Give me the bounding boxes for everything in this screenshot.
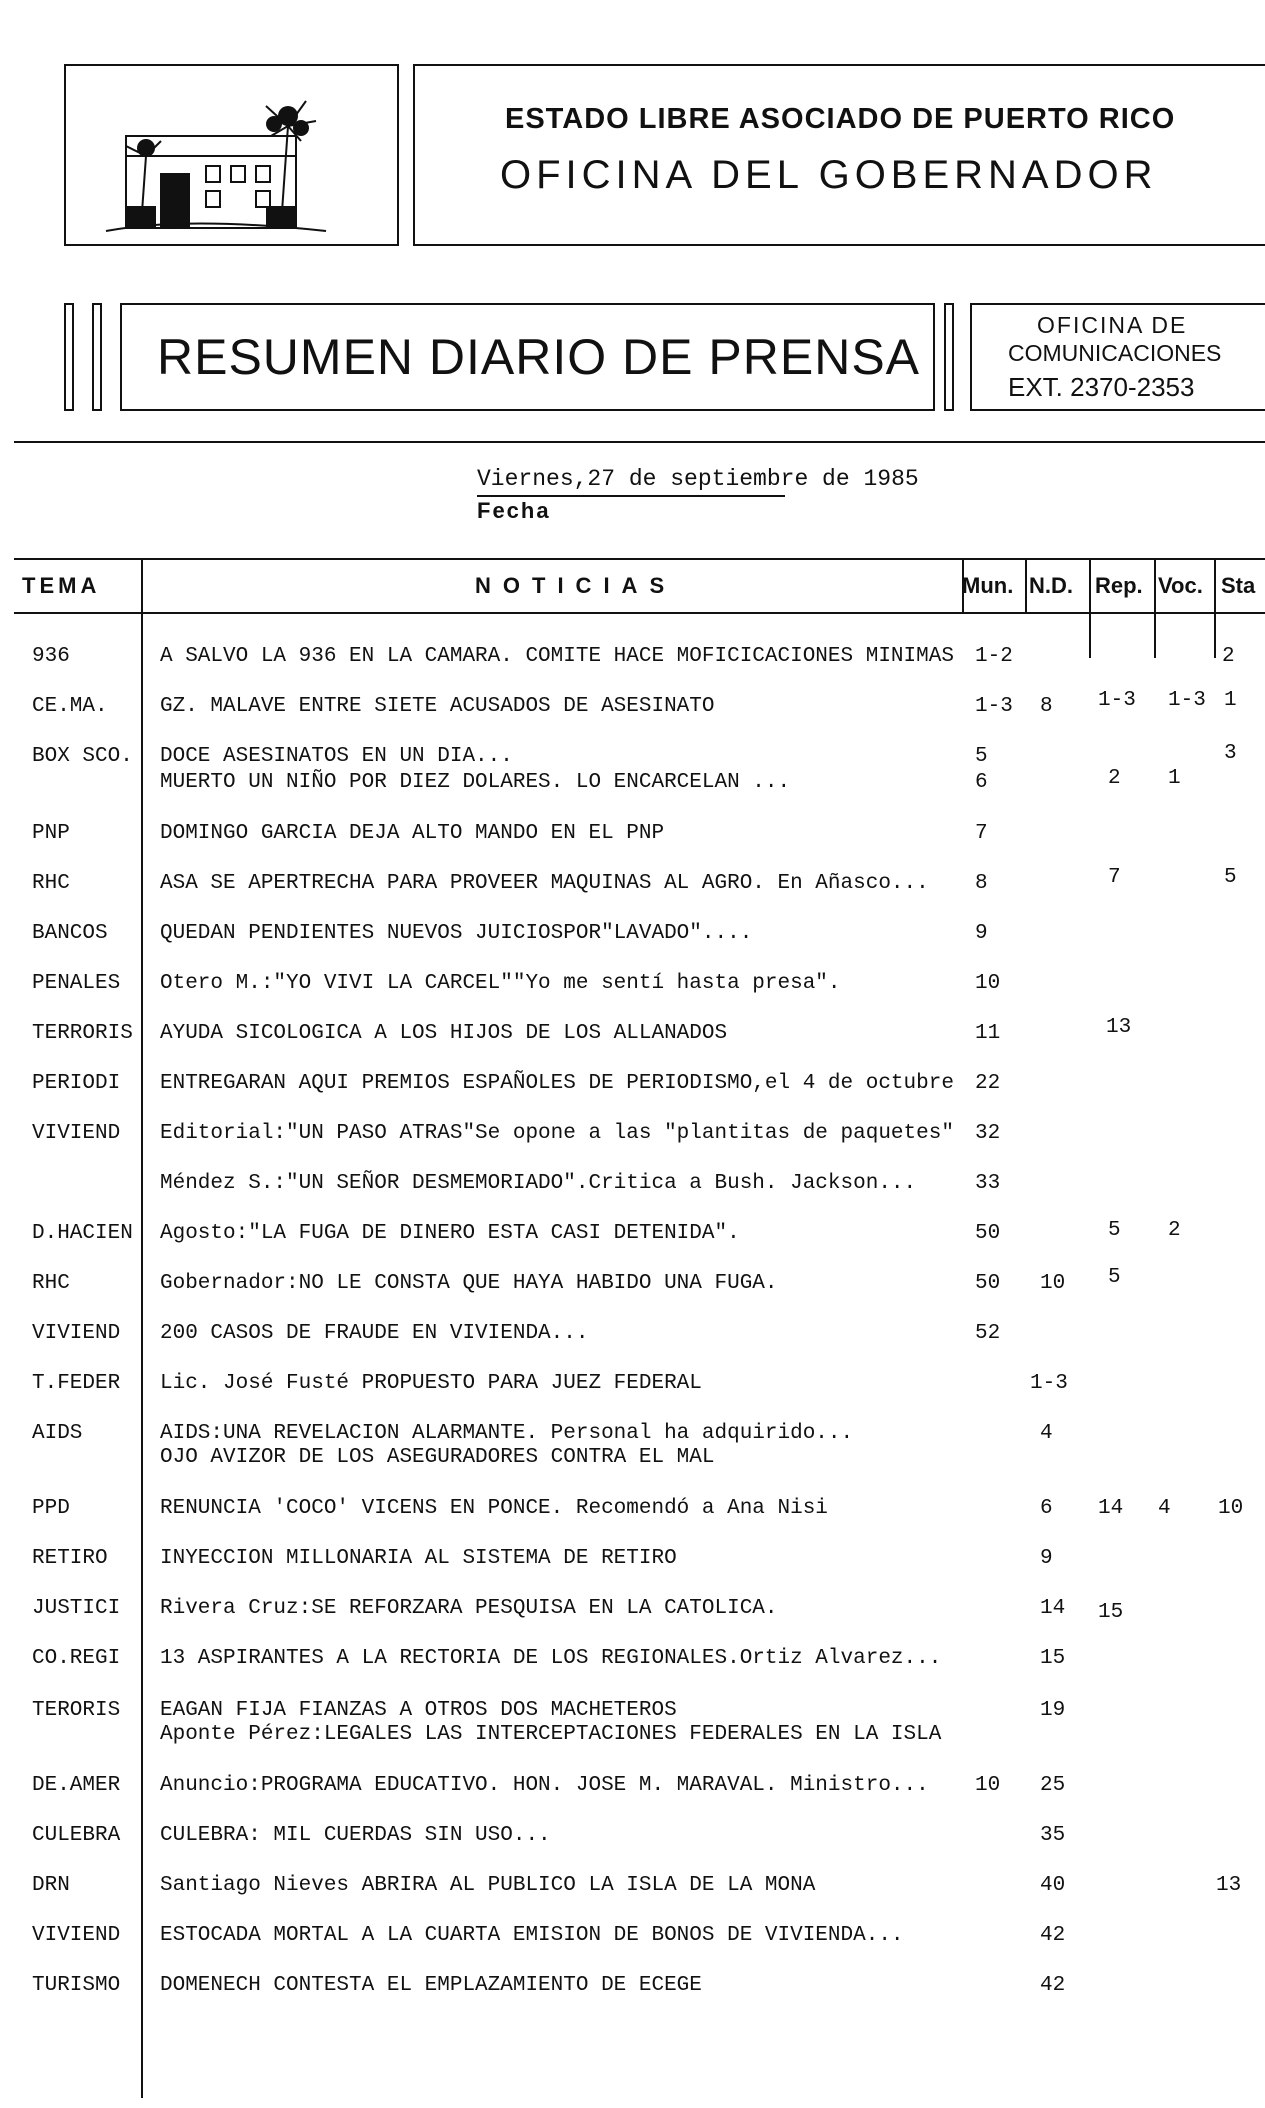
row-headline-2: MUERTO UN NIÑO POR DIEZ DOLARES. LO ENCARCELAN ... [160, 771, 791, 794]
office-name: OFICINA DEL GOBERNADOR [500, 153, 1158, 197]
row-rep: 1-3 [1098, 689, 1136, 712]
row-topic: RHC [32, 872, 70, 895]
row-mun: 10 [975, 1774, 1001, 1797]
row-topic: RETIRO [32, 1547, 108, 1570]
row-headline: ENTREGARAN AQUI PREMIOS ESPAÑOLES DE PERIODISMO,el 4 de octubre [160, 1072, 954, 1095]
column-header-rep: Rep. [1095, 573, 1143, 598]
divider [14, 441, 1265, 443]
row-rep: 15 [1098, 1601, 1124, 1624]
row-nd: 1-3 [1030, 1372, 1068, 1395]
row-voc: 1 [1168, 767, 1181, 790]
row-mun: 32 [975, 1122, 1001, 1145]
row-rep: 2 [1108, 767, 1121, 790]
row-topic: VIVIEND [32, 1322, 121, 1345]
comm-extension: EXT. 2370-2353 [1008, 372, 1195, 402]
row-headline: RENUNCIA 'COCO' VICENS EN PONCE. Recomendó a Ana Nisi [160, 1497, 828, 1520]
column-header-noticias: NOTICIAS [475, 573, 677, 598]
row-rep: 7 [1108, 866, 1121, 889]
row-headline-2: OJO AVIZOR DE LOS ASEGURADORES CONTRA EL MAL [160, 1446, 715, 1469]
row-nd: 42 [1040, 1974, 1066, 1997]
row-headline: QUEDAN PENDIENTES NUEVOS JUICIOSPOR"LAVADO".... [160, 922, 753, 945]
row-nd: 19 [1040, 1699, 1066, 1722]
row-topic: PPD [32, 1497, 70, 1520]
row-nd: 15 [1040, 1647, 1066, 1670]
row-topic: PERIODI [32, 1072, 121, 1095]
table-header-top-rule [14, 558, 1265, 560]
row-topic: TERORIS [32, 1699, 121, 1722]
table-header-bottom-rule [14, 612, 1265, 614]
row-topic: DRN [32, 1874, 70, 1897]
column-divider-nd [1025, 558, 1027, 612]
row-rep: 5 [1108, 1219, 1121, 1242]
row-headline: Agosto:"LA FUGA DE DINERO ESTA CASI DETENIDA". [160, 1222, 740, 1245]
row-mun: 8 [975, 872, 988, 895]
row-star: 2 [1222, 645, 1235, 668]
row-mun: 9 [975, 922, 988, 945]
row-mun: 5 [975, 745, 988, 768]
date-underline [477, 495, 785, 497]
row-headline-2: Aponte Pérez:LEGALES LAS INTERCEPTACIONES FEDERALES EN LA ISLA [160, 1723, 942, 1746]
row-topic: BANCOS [32, 922, 108, 945]
column-header-star: Sta [1221, 573, 1256, 598]
column-divider-star [1214, 558, 1216, 658]
row-topic: JUSTICI [32, 1597, 121, 1620]
row-topic: DE.AMER [32, 1774, 121, 1797]
column-divider-voc [1154, 558, 1156, 658]
page-title: RESUMEN DIARIO DE PRENSA [157, 329, 921, 385]
row-headline: CULEBRA: MIL CUERDAS SIN USO... [160, 1824, 551, 1847]
row-nd: 4 [1040, 1422, 1053, 1445]
row-nd: 6 [1040, 1497, 1053, 1520]
row-voc: 2 [1168, 1219, 1181, 1242]
row-topic: D.HACIEN [32, 1222, 133, 1245]
banner-bar-right [944, 303, 954, 411]
column-header-tema: TEMA [22, 573, 101, 598]
row-topic: AIDS [32, 1422, 83, 1445]
date-value: Viernes,27 de septiembre de 1985 [477, 466, 919, 492]
row-mun: 11 [975, 1022, 1001, 1045]
row-star: 1 [1224, 689, 1237, 712]
row-topic: CO.REGI [32, 1647, 121, 1670]
row-topic: BOX SCO. [32, 745, 133, 768]
row-nd: 9 [1040, 1547, 1053, 1570]
row-mun: 1-2 [975, 645, 1013, 668]
row-voc: 4 [1158, 1497, 1171, 1520]
column-divider-mun [962, 558, 964, 612]
row-topic: CE.MA. [32, 695, 108, 718]
row-nd: 8 [1040, 695, 1053, 718]
row-headline: 200 CASOS DE FRAUDE EN VIVIENDA... [160, 1322, 589, 1345]
row-star: 13 [1216, 1874, 1242, 1897]
row-headline: ASA SE APERTRECHA PARA PROVEER MAQUINAS AL AGRO. En Añasco... [160, 872, 929, 895]
row-headline: ESTOCADA MORTAL A LA CUARTA EMISION DE BONOS DE VIVIENDA... [160, 1924, 904, 1947]
row-headline: Santiago Nieves ABRIRA AL PUBLICO LA ISLA DE LA MONA [160, 1874, 816, 1897]
row-headline: A SALVO LA 936 EN LA CAMARA. COMITE HACE MOFICICACIONES MINIMAS [160, 645, 954, 668]
row-headline: DOMENECH CONTESTA EL EMPLAZAMIENTO DE ECEGE [160, 1974, 702, 1997]
row-topic: 936 [32, 645, 70, 668]
column-divider-rep [1089, 558, 1091, 658]
row-voc: 1-3 [1168, 689, 1206, 712]
row-headline: EAGAN FIJA FIANZAS A OTROS DOS MACHETEROS [160, 1699, 677, 1722]
row-mun: 52 [975, 1322, 1001, 1345]
row-topic: VIVIEND [32, 1122, 121, 1145]
row-headline: Editorial:"UN PASO ATRAS"Se opone a las "plantitas de paquetes" [160, 1122, 954, 1145]
row-topic: TURISMO [32, 1974, 121, 1997]
row-rep: 13 [1106, 1016, 1132, 1039]
column-header-voc: Voc. [1158, 573, 1203, 598]
row-headline: AYUDA SICOLOGICA A LOS HIJOS DE LOS ALLANADOS [160, 1022, 728, 1045]
row-mun: 10 [975, 972, 1001, 995]
row-nd: 40 [1040, 1874, 1066, 1897]
row-headline: AIDS:UNA REVELACION ALARMANTE. Personal ha adquirido... [160, 1422, 854, 1445]
row-nd: 10 [1040, 1272, 1066, 1295]
row-headline: DOMINGO GARCIA DEJA ALTO MANDO EN EL PNP [160, 822, 665, 845]
row-nd: 25 [1040, 1774, 1066, 1797]
row-headline: Anuncio:PROGRAMA EDUCATIVO. HON. JOSE M. MARAVAL. Ministro... [160, 1774, 929, 1797]
column-divider-tema [141, 558, 143, 2098]
banner-bar-left-2 [92, 303, 102, 411]
row-headline: GZ. MALAVE ENTRE SIETE ACUSADOS DE ASESINATO [160, 695, 715, 718]
row-topic: PNP [32, 822, 70, 845]
row-mun: 7 [975, 822, 988, 845]
row-star: 10 [1218, 1497, 1244, 1520]
row-headline: INYECCION MILLONARIA AL SISTEMA DE RETIRO [160, 1547, 677, 1570]
row-headline: 13 ASPIRANTES A LA RECTORIA DE LOS REGIONALES.Ortiz Alvarez... [160, 1647, 942, 1670]
row-headline: Otero M.:"YO VIVI LA CARCEL""Yo me sentí hasta presa". [160, 972, 841, 995]
agency-name: ESTADO LIBRE ASOCIADO DE PUERTO RICO [505, 103, 1176, 135]
row-headline: Gobernador:NO LE CONSTA QUE HAYA HABIDO UNA FUGA. [160, 1272, 778, 1295]
row-mun: 33 [975, 1172, 1001, 1195]
row-topic: TERRORIS [32, 1022, 133, 1045]
row-rep: 14 [1098, 1497, 1124, 1520]
comm-department: COMUNICACIONES [1008, 340, 1222, 366]
row-nd: 14 [1040, 1597, 1066, 1620]
row-headline: Rivera Cruz:SE REFORZARA PESQUISA EN LA CATOLICA. [160, 1597, 778, 1620]
row-topic: PENALES [32, 972, 121, 995]
row-rep: 5 [1108, 1266, 1121, 1289]
date-label: Fecha [477, 498, 551, 523]
row-topic: T.FEDER [32, 1372, 121, 1395]
seal-logo-box [64, 64, 399, 246]
row-star: 3 [1224, 742, 1237, 765]
banner-bar-left-1 [64, 303, 74, 411]
row-topic: RHC [32, 1272, 70, 1295]
row-nd: 42 [1040, 1924, 1066, 1947]
comm-office: OFICINA DE [1037, 312, 1188, 338]
column-header-nd: N.D. [1029, 573, 1073, 598]
row-headline: Lic. José Fusté PROPUESTO PARA JUEZ FEDERAL [160, 1372, 702, 1395]
row-topic: VIVIEND [32, 1924, 121, 1947]
row-headline: DOCE ASESINATOS EN UN DIA... [160, 745, 513, 768]
building-logo-icon [66, 66, 397, 244]
row-headline: Méndez S.:"UN SEÑOR DESMEMORIADO".Critica a Bush. Jackson... [160, 1172, 917, 1195]
row-mun: 50 [975, 1222, 1001, 1245]
column-header-mun: Mun. [962, 573, 1014, 598]
row-nd: 35 [1040, 1824, 1066, 1847]
row-mun: 50 [975, 1272, 1001, 1295]
row-topic: CULEBRA [32, 1824, 121, 1847]
row-mun: 22 [975, 1072, 1001, 1095]
row-mun-2: 6 [975, 771, 988, 794]
row-star: 5 [1224, 866, 1237, 889]
row-mun: 1-3 [975, 695, 1013, 718]
